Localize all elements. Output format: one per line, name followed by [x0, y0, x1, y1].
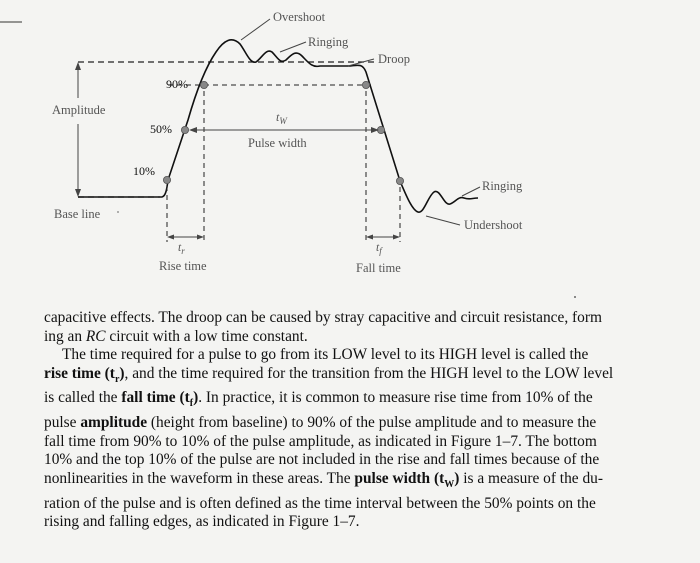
droop-label: Droop	[378, 52, 410, 66]
body-text	[44, 309, 684, 532]
amplitude-label: Amplitude	[52, 103, 106, 117]
ringing-top-label: Ringing	[308, 35, 349, 49]
pulse-waveform	[78, 40, 478, 212]
point-90pct-rise	[200, 81, 207, 88]
rise-time-arrow	[167, 235, 204, 240]
overshoot-label: Overshoot	[273, 10, 326, 24]
pct-90-label: 90%	[166, 77, 188, 91]
point-10pct-fall	[396, 177, 403, 184]
base-line-label: Base line	[54, 207, 101, 221]
pct-10-label: 10%	[133, 164, 155, 178]
text-line-8: 10% and the top 10% of the pulse are not included in the rise and fall times because of the	[44, 451, 600, 469]
text-line-2: ing an RC circuit with a low time constant.	[44, 327, 308, 345]
undershoot-label: Undershoot	[464, 218, 523, 232]
measurement-points	[163, 81, 403, 184]
text-line-5: is called the fall time $(t_f)$. In practice, it is common to measure rise time from 10% of the	[44, 389, 593, 410]
text-line-9: nonlinearities in the waveform in these areas. The pulse width $(t_W)$ is a measure of the du-	[44, 469, 603, 490]
tr-symbol: $t_r$	[178, 242, 185, 256]
point-50pct-rise	[181, 126, 188, 133]
text-line-1: capacitive effects. The droop can be caused by stray capacitive and circuit resistance, form	[44, 309, 602, 326]
text-line-11: rising and falling edges, as indicated in Figure 1–7.	[44, 513, 360, 531]
point-90pct-fall	[362, 81, 369, 88]
text-line-3: The time required for a pulse to go from its LOW level to its HIGH level is called the	[62, 346, 589, 364]
speck	[574, 296, 576, 298]
tf-symbol: $t_f$	[376, 242, 382, 256]
text-line-6: pulse amplitude (height from baseline) to 90% of the pulse amplitude and to measure the	[44, 414, 597, 432]
tw-symbol: $t_W$	[276, 110, 287, 126]
fall-time-arrow	[366, 235, 400, 240]
text-line-4: rise time $(t_r)$, and the time required for the transition from the HIGH level to the LOW level	[44, 364, 614, 385]
text-line-7: fall time from 90% to 10% of the pulse amplitude, as indicated in Figure 1–7. The bottom	[44, 432, 597, 450]
pulse-width-arrow	[189, 127, 379, 133]
rise-time-label: Rise time	[159, 259, 207, 273]
text-line-10: ration of the pulse and is often defined as the time interval between the 50% points on the	[44, 494, 596, 512]
fall-time-label: Fall time	[356, 261, 401, 275]
point-10pct-rise	[163, 176, 170, 183]
amplitude-arrow	[75, 62, 81, 197]
ringing-bottom-label: Ringing	[482, 179, 523, 193]
pct-50-label: 50%	[150, 122, 172, 136]
speck	[117, 211, 119, 213]
pulse-width-label: Pulse width	[248, 136, 307, 150]
rise-fall-guides	[167, 91, 400, 242]
